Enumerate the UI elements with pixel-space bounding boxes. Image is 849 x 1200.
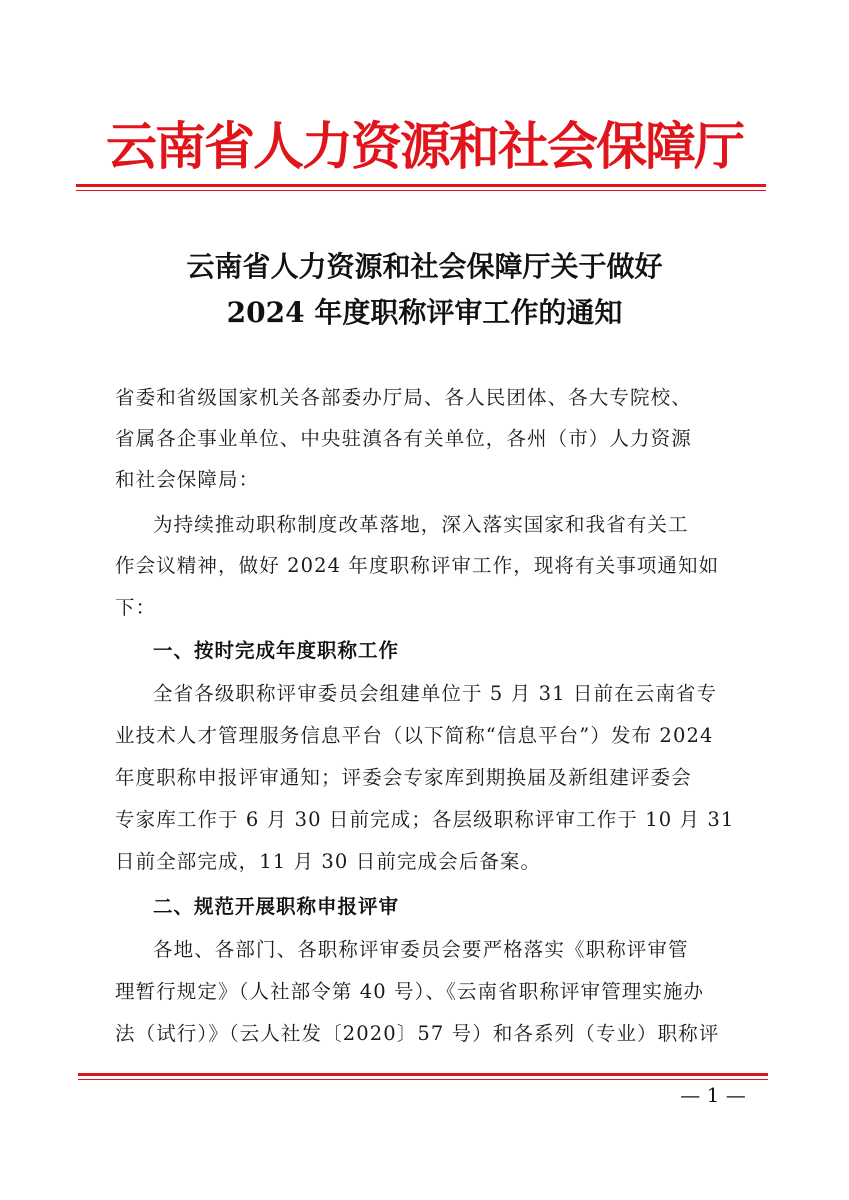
section-1-paragraph-line: 日前全部完成，11 月 30 日前完成会后备案。 (115, 850, 542, 873)
intro-paragraph-line: 为持续推动职称制度改革落地，深入落实国家和我省有关工 (153, 513, 689, 536)
section-1-paragraph-line: 业技术人才管理服务信息平台（以下简称“信息平台”）发布 2024 (115, 724, 714, 747)
section-heading-1: 一、按时完成年度职称工作 (153, 639, 400, 662)
footer-red-rule-thin (78, 1079, 768, 1080)
intro-paragraph-line: 下： (115, 596, 157, 619)
document-title-line-1: 云南省人力资源和社会保障厅关于做好 (186, 250, 663, 283)
section-2-paragraph-line: 理暂行规定》（人社部令第 40 号）、《云南省职称评审管理实施办 (115, 980, 705, 1003)
letterhead-org-name: 云南省人力资源和社会保障厅 (105, 117, 743, 177)
page-number: — 1 — (680, 1083, 746, 1107)
section-2-paragraph-line: 法（试行）》（云人社发〔2020〕57 号）和各系列（专业）职称评 (115, 1022, 720, 1045)
letterhead-red-rule-thick (76, 184, 766, 187)
addressee-line: 省委和省级国家机关各部委办厅局、各人民团体、各大专院校、 (115, 386, 692, 409)
addressee-line: 省属各企事业单位、中央驻滇各有关单位，各州（市）人力资源 (115, 427, 692, 450)
document-title-line-2: 2024 年度职称评审工作的通知 (226, 296, 623, 329)
section-1-paragraph-line: 全省各级职称评审委员会组建单位于 5 月 31 日前在云南省专 (153, 682, 718, 705)
section-2-paragraph-line: 各地、各部门、各职称评审委员会要严格落实《职称评审管 (153, 938, 689, 961)
letterhead-red-rule-thin (76, 190, 766, 191)
section-1-paragraph-line: 专家库工作于 6 月 30 日前完成；各层级职称评审工作于 10 月 31 (115, 808, 735, 831)
footer-red-rule-thick (78, 1073, 768, 1076)
intro-paragraph-line: 作会议精神，做好 2024 年度职称评审工作，现将有关事项通知如 (115, 554, 720, 577)
section-heading-2: 二、规范开展职称申报评审 (153, 895, 400, 918)
section-1-paragraph-line: 年度职称申报评审通知；评委会专家库到期换届及新组建评委会 (115, 766, 692, 789)
addressee-line: 和社会保障局： (115, 468, 260, 491)
